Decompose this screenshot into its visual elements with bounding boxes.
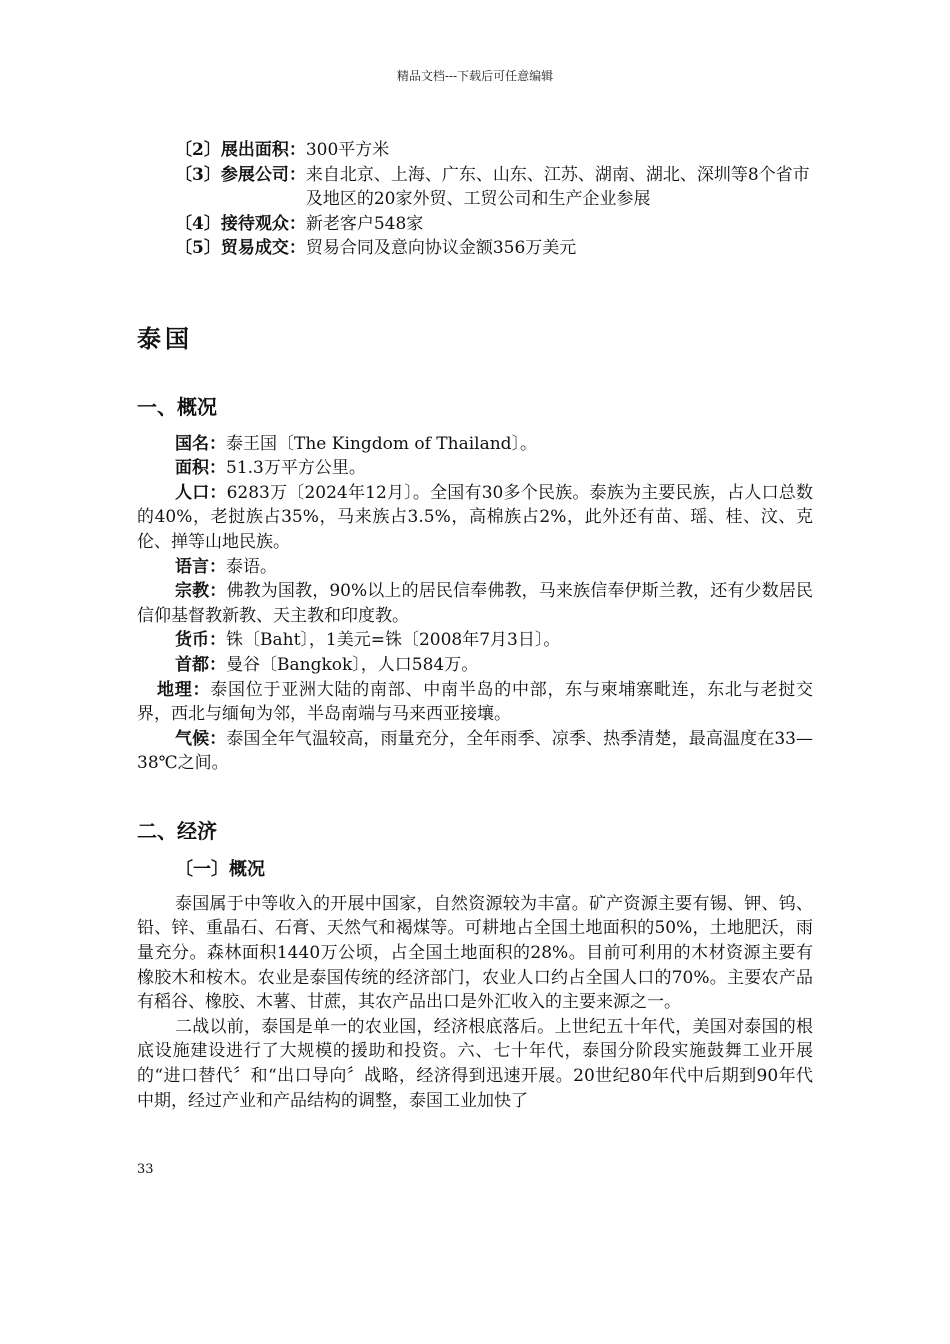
facts-list (137, 432, 813, 776)
fact-paragraph (137, 678, 813, 727)
subsection-heading: 〔一〕概况 (175, 858, 265, 880)
fact-label: 地理： (157, 679, 211, 700)
exhibition-label: 〔2〕展出面积： (175, 140, 306, 160)
fact-text: 佛教为国教，90%以上的居民信奉佛教，马来族信奉伊斯兰教，还有少数居民信仰基督教新教、天主教和印度教。 (137, 581, 813, 626)
fact-label: 面积： (175, 458, 226, 479)
fact-label: 货币： (175, 630, 226, 651)
fact-paragraph (137, 628, 813, 653)
fact-text: 泰国位于亚洲大陆的南部、中南半岛的中部，东与柬埔寨毗连，东北与老挝交界，西北与缅甸为邻，半岛南端与马来西亚接壤。 (137, 679, 813, 725)
fact-text: 泰语。 (226, 556, 277, 577)
fact-text: 铢〔Baht〕，1美元=铢〔2008年7月3日〕。 (226, 630, 561, 651)
exhibition-value: 新老客户548家 (305, 213, 424, 234)
exhibition-item (137, 236, 813, 261)
fact-paragraph (137, 727, 813, 776)
fact-label: 首都： (175, 654, 226, 675)
fact-text: 泰王国〔The Kingdom of Thailand〕。 (226, 433, 538, 454)
body-paragraph: 二战以前，泰国是单一的农业国，经济根底落后。上世纪五十年代，美国对泰国的根底设施建设进行了大规模的援助和投资。六、七十年代，泰国分阶段实施鼓舞工业开展的“进口替代〞和“出口导向〞战略，经济得到迅速开展。20世纪80年代中后期到90年代中期，经过产业和产品结构的调整，泰国工业加快了 (137, 1016, 813, 1111)
fact-paragraph (137, 653, 813, 678)
exhibition-label: 〔4〕接待观众： (175, 213, 306, 234)
fact-label: 人口： (175, 482, 227, 503)
fact-paragraph (137, 579, 813, 628)
exhibition-value: 来自北京、上海、广东、山东、江苏、湖南、湖北、深圳等8个省市及地区的20家外贸、工贸公司和生产企业参展 (305, 164, 810, 210)
fact-text: 6283万〔2024年12月〕。全国有30多个民族。泰族为主要民族，占人口总数的40%，老挝族占35%，马来族占3.5%，高棉族占2%，此外还有苗、瑶、桂、汶、克伦、掸等山地民族。 (137, 482, 813, 552)
fact-paragraph (137, 481, 813, 555)
page-header: 精品文档---下载后可任意编辑 (396, 69, 554, 83)
fact-paragraph (137, 456, 813, 481)
fact-label: 国名： (175, 433, 226, 454)
fact-label: 宗教： (175, 581, 227, 602)
country-heading: 泰国 (137, 324, 193, 353)
exhibition-list (137, 138, 813, 261)
fact-text: 泰国全年气温较高，雨量充分，全年雨季、凉季、热季清楚，最高温度在33—38℃之间。 (137, 728, 813, 774)
exhibition-label: 〔5〕贸易成交： (175, 238, 306, 259)
exhibition-item (137, 163, 813, 212)
document-body (137, 138, 813, 1113)
page-number: 33 (137, 1162, 154, 1177)
fact-label: 气候： (175, 728, 227, 749)
section-heading: 二、经济 (137, 818, 217, 843)
exhibition-value: 300平方米 (305, 140, 390, 160)
fact-text: 曼谷〔Bangkok〕，人口584万。 (226, 654, 479, 675)
fact-paragraph (137, 432, 813, 457)
exhibition-label: 〔3〕参展公司： (175, 164, 306, 185)
fact-paragraph (137, 555, 813, 580)
exhibition-item (137, 212, 813, 237)
exhibition-value: 贸易合同及意向协议金额356万美元 (305, 238, 577, 259)
fact-label: 语言： (175, 556, 226, 577)
fact-text: 51.3万平方公里。 (226, 458, 366, 479)
exhibition-item (137, 138, 813, 163)
body-paragraph: 泰国属于中等收入的开展中国家，自然资源较为丰富。矿产资源主要有锡、钾、钨、铅、锌、重晶石、石膏、天然气和褐煤等。可耕地占全国土地面积的50%，土地肥沃，雨量充分。森林面积1440万公顷，占全国土地面积的28%。目前可利用的木材资源主要有橡胶木和桉木。农业是泰国传统的经济部门，农业人口约占全国人口的70%。主要农产品有稻谷、橡胶、木薯、甘蔗，其农产品出口是外汇收入的主要来源之一。 (137, 893, 813, 1013)
section-heading: 一、概况 (137, 394, 217, 419)
